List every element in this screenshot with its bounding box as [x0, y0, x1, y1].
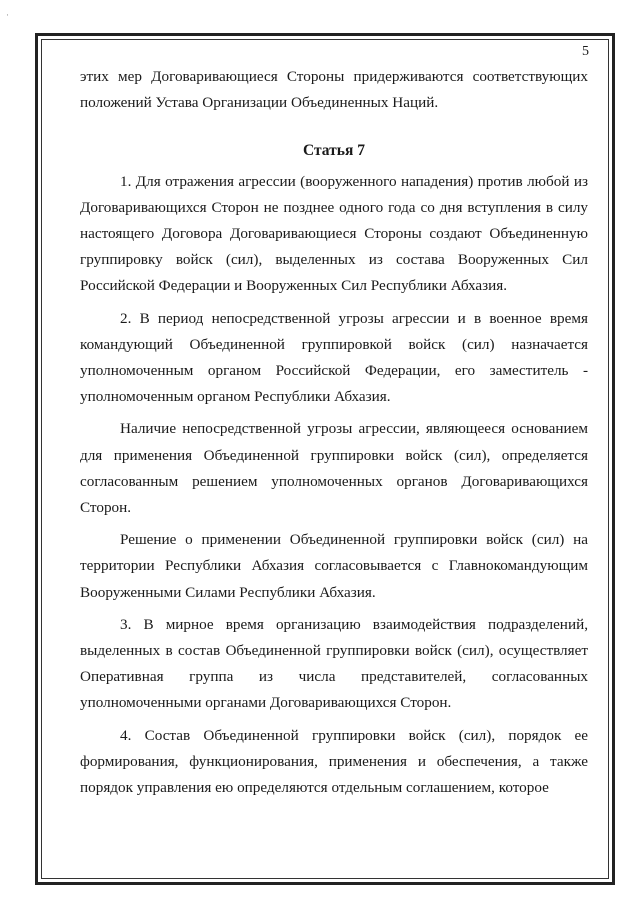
article-heading: Статья 7 [303, 142, 365, 160]
paragraph-4: Решение о применении Объединенной группировки войск (сил) на территории Республики Абхазия согласовывается с Главнокомандующим Вооруженными Силами Республики Абхазия. [80, 531, 588, 601]
paragraph-5: 3. В мирное время организацию взаимодействия подразделений, выделенных в состав Объединенной группировки войск (сил), осуществляет Оперативная группа из числа представителей, согласованных уполномоченными органами Договаривающихся Сторон. [80, 615, 588, 712]
paragraph-1: 1. Для отражения агрессии (вооруженного нападения) против любой из Договаривающихся Сторон не позднее одного года со дня вступления в силу настоящего Договора Договаривающиеся Стороны создают Объединенную группировку войск (сил), выделенных из состава Вооруженных Сил Российской Федерации и Вооруженных Сил Республики Абхазия. [80, 172, 588, 295]
paragraph-2: 2. В период непосредственной угрозы агрессии и в военное время командующий Объединенной группировкой войск (сил) назначается уполномоченным органом Российской Федерации, его заместитель - уполномоченным органом Республики Абхазия. [80, 309, 588, 406]
paragraph-3: Наличие непосредственной угрозы агрессии, являющееся основанием для применения Объединенной группировки войск (сил), определяется согласованным решением уполномоченных органов Договаривающихся Сторон. [80, 420, 588, 517]
scan-mark: · [6, 10, 9, 20]
page-number: 5 [582, 44, 589, 59]
intro-paragraph: этих мер Договаривающиеся Стороны придерживаются соответствующих положений Устава Организации Объединенных Наций. [80, 68, 588, 112]
document-body [80, 64, 588, 801]
paragraph-6: 4. Состав Объединенной группировки войск (сил), порядок ее формирования, функционирования, применения и обеспечения, а также порядок управления ею определяются отдельным соглашением, которое [80, 726, 588, 797]
